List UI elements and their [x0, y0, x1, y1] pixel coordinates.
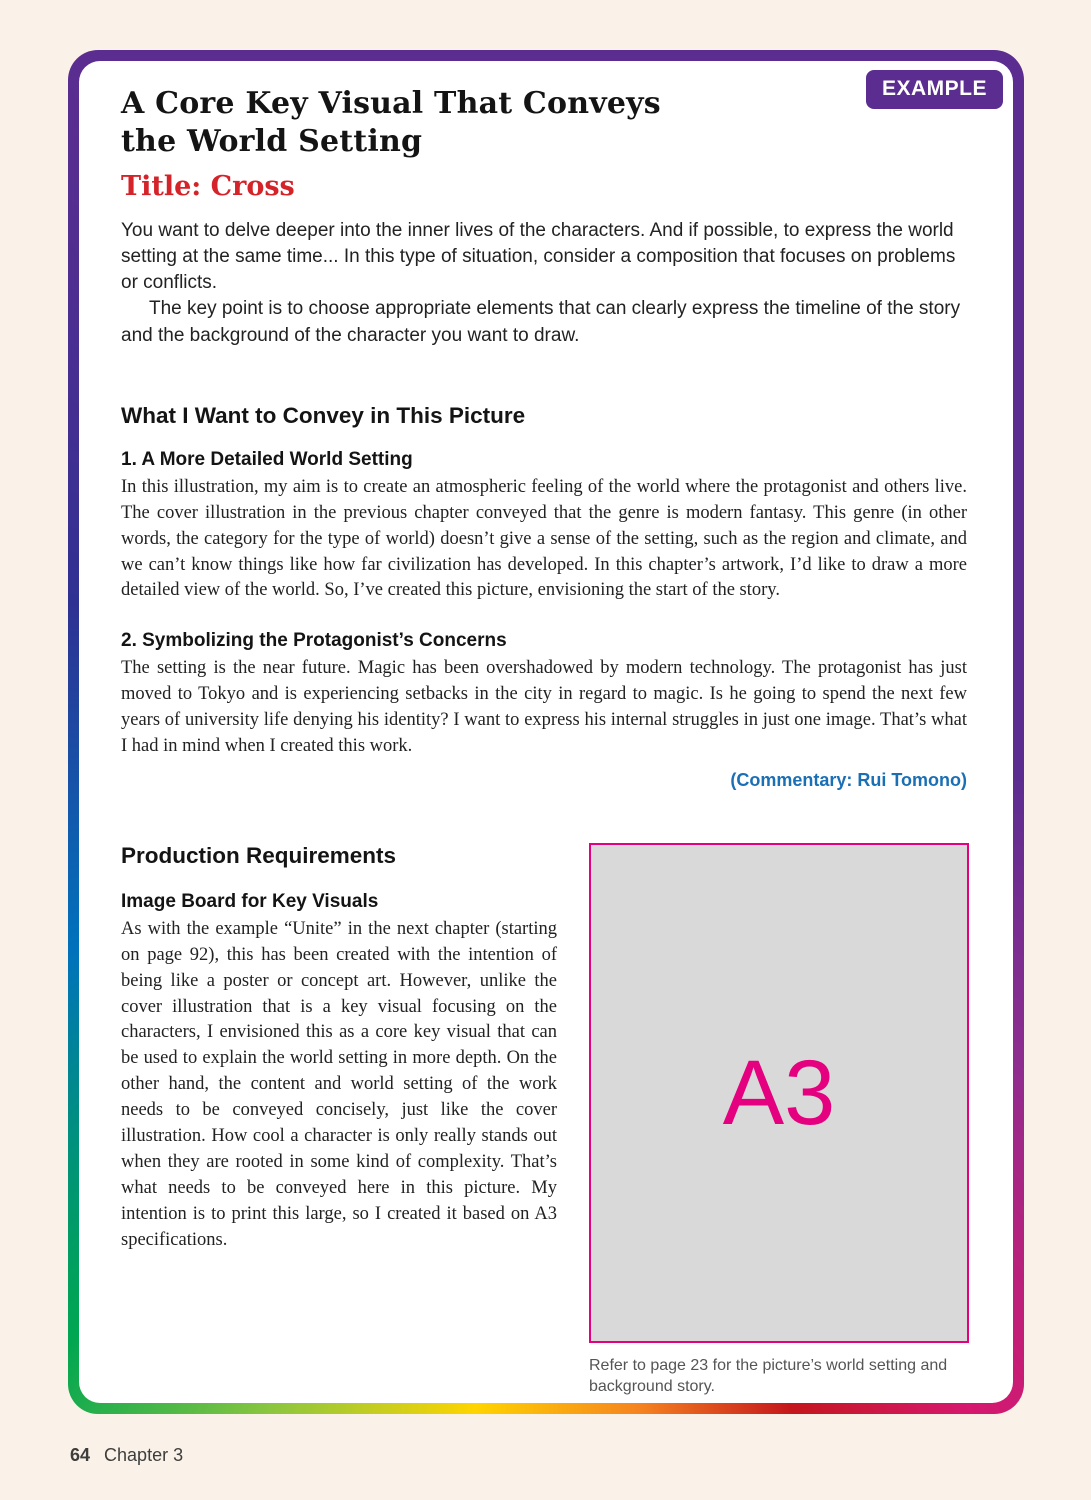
section-what-i-want-to-convey: [121, 403, 967, 791]
page-content: [79, 61, 1013, 1403]
subsection1-body: In this illustration, my aim is to create an atmospheric feeling of the world where the protagonist and others live. The cover illustration in the previous chapter conveyed that the genre is modern fantasy. This genre (in other words, the category for the type of world) doesn’t give a sense of the setting, such as the region and climate, and we can’t know things like how far civilization has developed. In this chapter’s artwork, I’d like to draw a more detailed view of the world. So, I’ve created this picture, envisioning the start of the story.: [121, 476, 967, 601]
section2-heading: Production Requirements: [121, 842, 397, 868]
subsection1-heading: 1. A More Detailed World Setting: [121, 448, 413, 470]
a3-image-board: [589, 843, 969, 1343]
intro-text: [121, 218, 967, 349]
page-footer: [70, 1445, 183, 1466]
artwork-title: Title: Cross: [121, 170, 295, 202]
subsection-protagonist-concerns: [121, 630, 967, 760]
a3-size-label: A3: [722, 1041, 836, 1144]
subsection2-heading: 2. Symbolizing the Protagonist’s Concerns: [121, 630, 507, 652]
page-title-line2: the World Setting: [121, 124, 423, 160]
intro-paragraph-1: You want to delve deeper into the inner lives of the characters. And if possible, to express the world setting at the same time... In this type of situation, consider a composition that focuses on problems or conflicts.: [121, 219, 956, 294]
figure-column: [589, 843, 969, 1398]
section2-subheading: Image Board for Key Visuals: [121, 890, 379, 912]
chapter-label: Chapter 3: [104, 1445, 184, 1465]
subsection2-body: The setting is the near future. Magic has been overshadowed by modern technology. The protagonist has just moved to Tokyo and is experiencing setbacks in the city in regard to magic. Is he going to spend the next few years of university life denying his identity? I want to express his internal struggles in just one image. That’s what I had in mind when I created this work.: [121, 658, 967, 756]
page-title: [121, 85, 967, 162]
subsection-world-setting: [121, 449, 967, 604]
commentary-credit: (Commentary: Rui Tomono): [730, 769, 967, 790]
rainbow-page-frame: [68, 50, 1024, 1414]
figure-caption: Refer to page 23 for the picture’s world setting and background story.: [589, 1356, 948, 1396]
section-production-requirements: [121, 843, 967, 1398]
section1-heading: What I Want to Convey in This Picture: [121, 402, 526, 428]
page-title-line1: A Core Key Visual That Conveys: [121, 86, 661, 121]
page-number: 64: [70, 1445, 91, 1465]
intro-paragraph-2: The key point is to choose appropriate elements that can clearly express the timeline of the story and the background of the character you want to draw.: [121, 298, 961, 346]
example-badge: EXAMPLE: [866, 70, 1003, 109]
production-requirements-text: [121, 843, 557, 1398]
section2-body: As with the example “Unite” in the next chapter (starting on page 92), this has been created with the intention of being like a poster or concept art. However, unlike the cover illustration that is a key visual focusing on the characters, I envisioned this as a core key visual that can be used to explain the world setting in more depth. On the other hand, the content and world setting of the work needs to be conveyed concisely, just like the cover illustration. How cool a character is only really stands out when they are rooted in some kind of complexity. That’s what needs to be conveyed here in this picture. My intention is to print this large, so I created it based on A3 specifications.: [121, 918, 557, 1250]
